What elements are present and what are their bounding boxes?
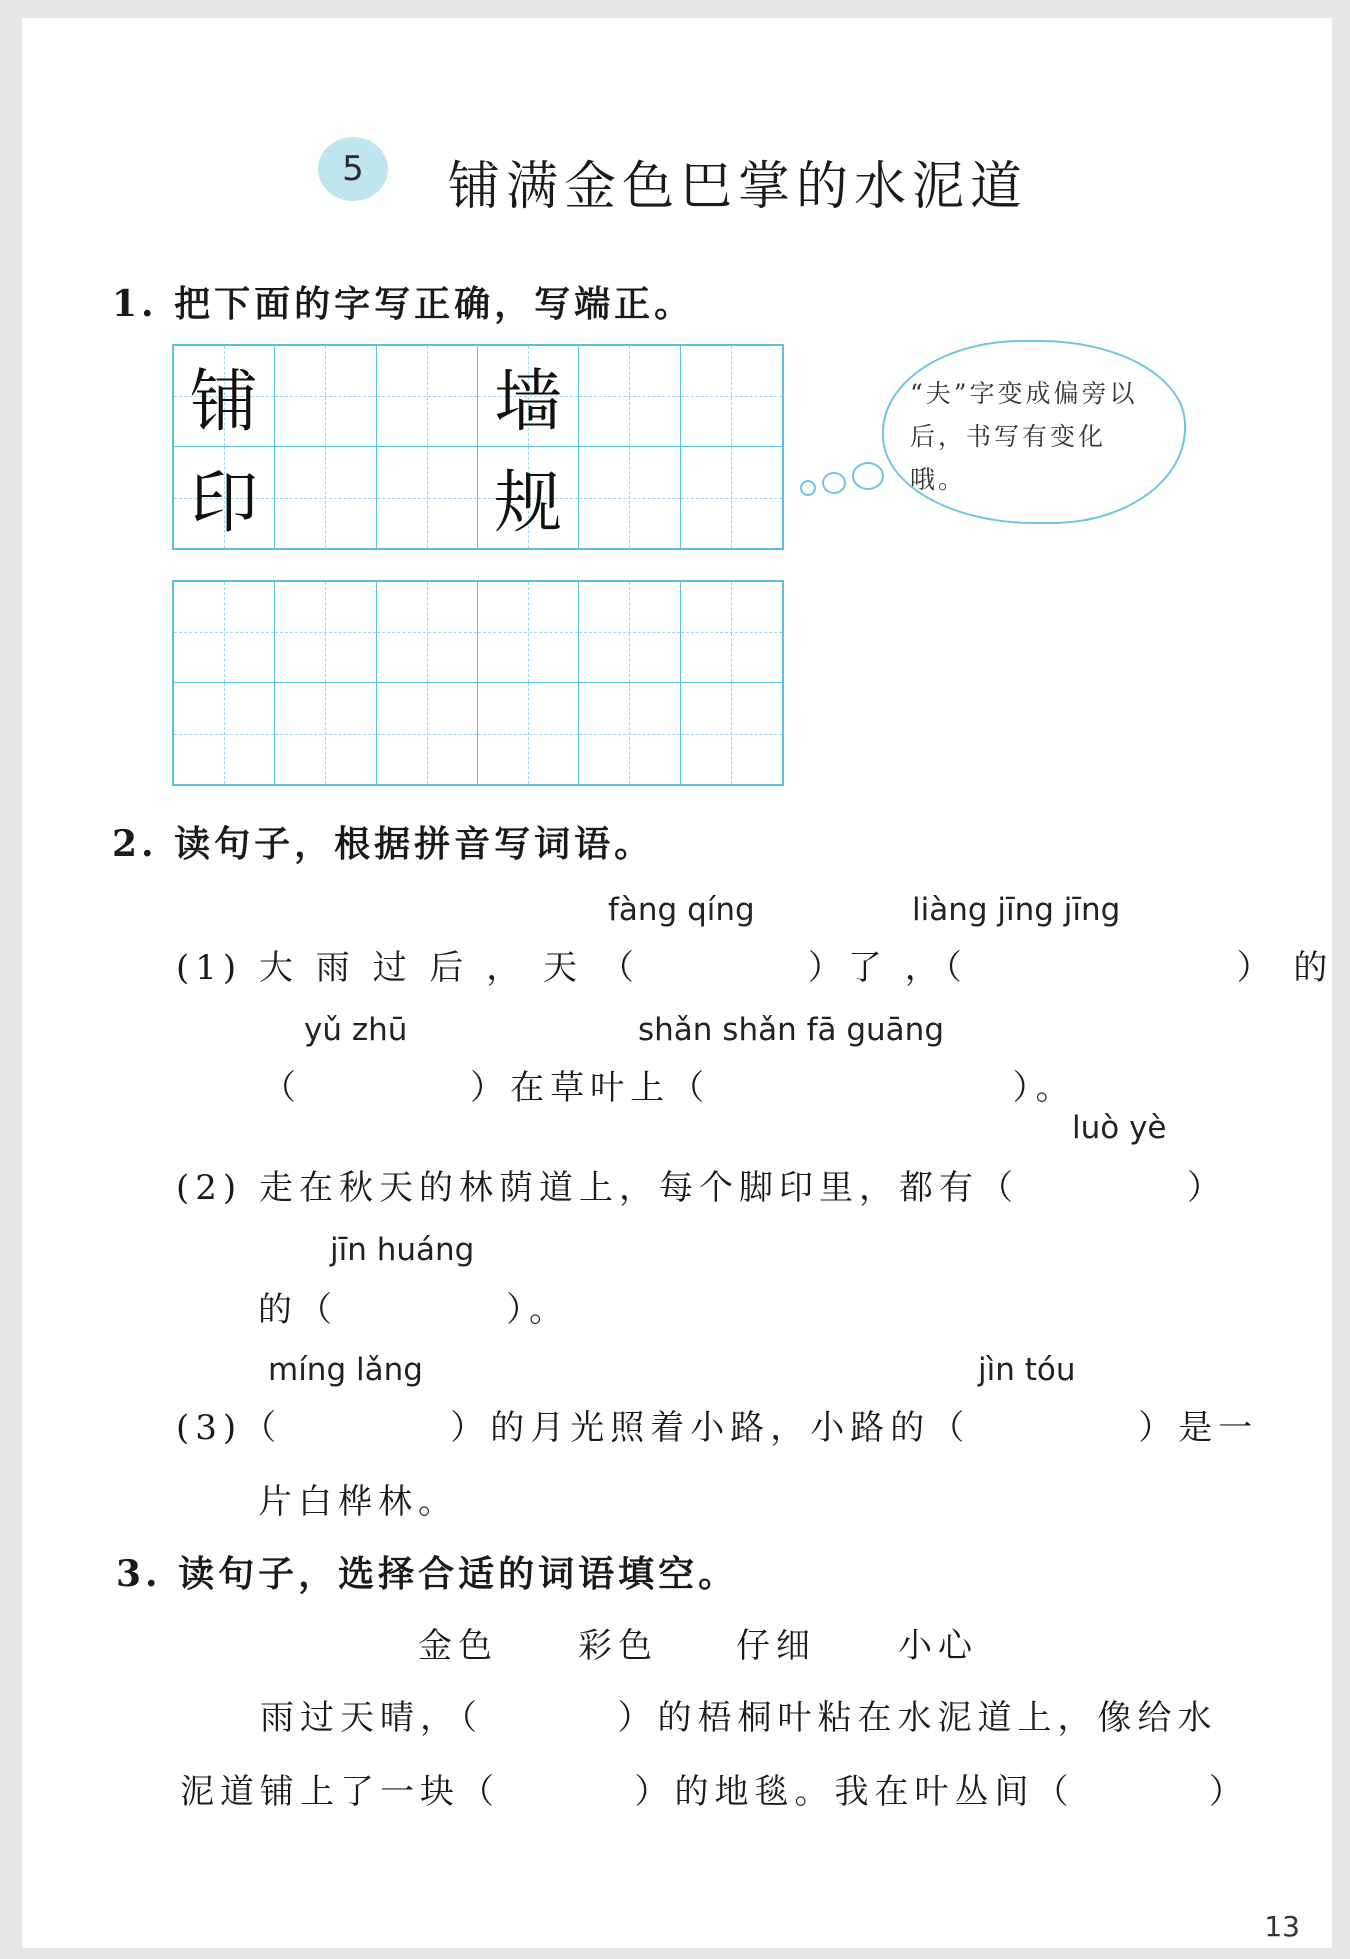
- pinyin: luò yè: [1072, 1110, 1167, 1146]
- grid-character: 铺: [190, 362, 259, 442]
- grid-cell: [478, 447, 579, 548]
- grid-character: 规: [494, 464, 563, 543]
- grid-cell: [174, 346, 275, 447]
- writing-cell[interactable]: [275, 582, 376, 683]
- lesson-title: 铺满金色巴掌的水泥道: [448, 157, 1029, 217]
- grid-cell: [377, 346, 478, 447]
- grid-cell: [377, 447, 478, 548]
- pinyin: yǔ zhū: [304, 1012, 408, 1048]
- writing-cell[interactable]: [377, 582, 478, 683]
- writing-cell[interactable]: [579, 683, 680, 784]
- example-character-grid: [172, 344, 784, 550]
- page-number: 13: [1264, 1910, 1300, 1943]
- writing-cell[interactable]: [174, 582, 275, 683]
- pinyin: fàng qíng: [608, 892, 755, 928]
- word-option: 金色: [418, 1626, 498, 1666]
- pinyin: liàng jīng jīng: [912, 892, 1121, 928]
- writing-cell[interactable]: [681, 683, 782, 784]
- bubble-dot-large: [852, 462, 884, 490]
- tip-text: “夫”字变成偏旁以后，书写有变化哦。: [910, 379, 1138, 494]
- writing-cell[interactable]: [681, 582, 782, 683]
- writing-cell[interactable]: [478, 683, 579, 784]
- grid-cell: [478, 346, 579, 447]
- q3-heading: 3. 读句子，选择合适的词语填空。: [116, 1553, 739, 1595]
- q2-sentence1-line1: (1) 大 雨 过 后 ， 天 （ ）了 ，（ ） 的: [176, 948, 1334, 988]
- q2-heading: 2. 读句子，根据拼音写词语。: [112, 823, 655, 865]
- grid-cell: [579, 447, 680, 548]
- q2-sentence3-line1: (3)（ ）的月光照着小路，小路的（ ）是一: [176, 1408, 1259, 1448]
- q3-passage-line2: 泥道铺上了一块（ ）的地毯。我在叶丛间（ ）: [180, 1772, 1249, 1812]
- grid-cell: [579, 346, 680, 447]
- pinyin: jìn tóu: [978, 1352, 1076, 1388]
- writing-cell[interactable]: [377, 683, 478, 784]
- grid-character: 印: [190, 464, 259, 543]
- writing-cell[interactable]: [275, 683, 376, 784]
- writing-cell[interactable]: [478, 582, 579, 683]
- pinyin: shǎn shǎn fā guāng: [638, 1012, 945, 1048]
- q3-passage-line1: 雨过天晴，（ ）的梧桐叶粘在水泥道上，像给水: [260, 1698, 1218, 1738]
- grid-cell: [681, 346, 782, 447]
- bubble-dot-medium: [822, 472, 846, 494]
- q1-heading: 1. 把下面的字写正确，写端正。: [112, 283, 695, 325]
- pinyin: jīn huáng: [330, 1232, 475, 1268]
- grid-cell: [174, 447, 275, 548]
- q2-sentence2-line2: 的（ ）。: [258, 1290, 570, 1330]
- word-option: 小心: [898, 1626, 978, 1666]
- word-option: 彩色: [578, 1626, 658, 1666]
- lesson-number-badge: 5: [318, 137, 388, 201]
- q2-sentence2-line1: (2) 走在秋天的林荫道上，每个脚印里，都有（ ）: [176, 1168, 1228, 1208]
- bubble-dot-small: [800, 480, 816, 496]
- grid-cell: [681, 447, 782, 548]
- q2-sentence1-line2: （ ）在草叶上（ ）。: [262, 1068, 1076, 1108]
- q2-sentence3-line2: 片白桦林。: [258, 1482, 458, 1522]
- writing-cell[interactable]: [579, 582, 680, 683]
- grid-character: 墙: [494, 362, 563, 442]
- practice-character-grid[interactable]: [172, 580, 784, 786]
- writing-cell[interactable]: [174, 683, 275, 784]
- grid-cell: [275, 447, 376, 548]
- grid-cell: [275, 346, 376, 447]
- word-option: 仔细: [736, 1626, 816, 1666]
- pinyin: míng lǎng: [268, 1352, 423, 1388]
